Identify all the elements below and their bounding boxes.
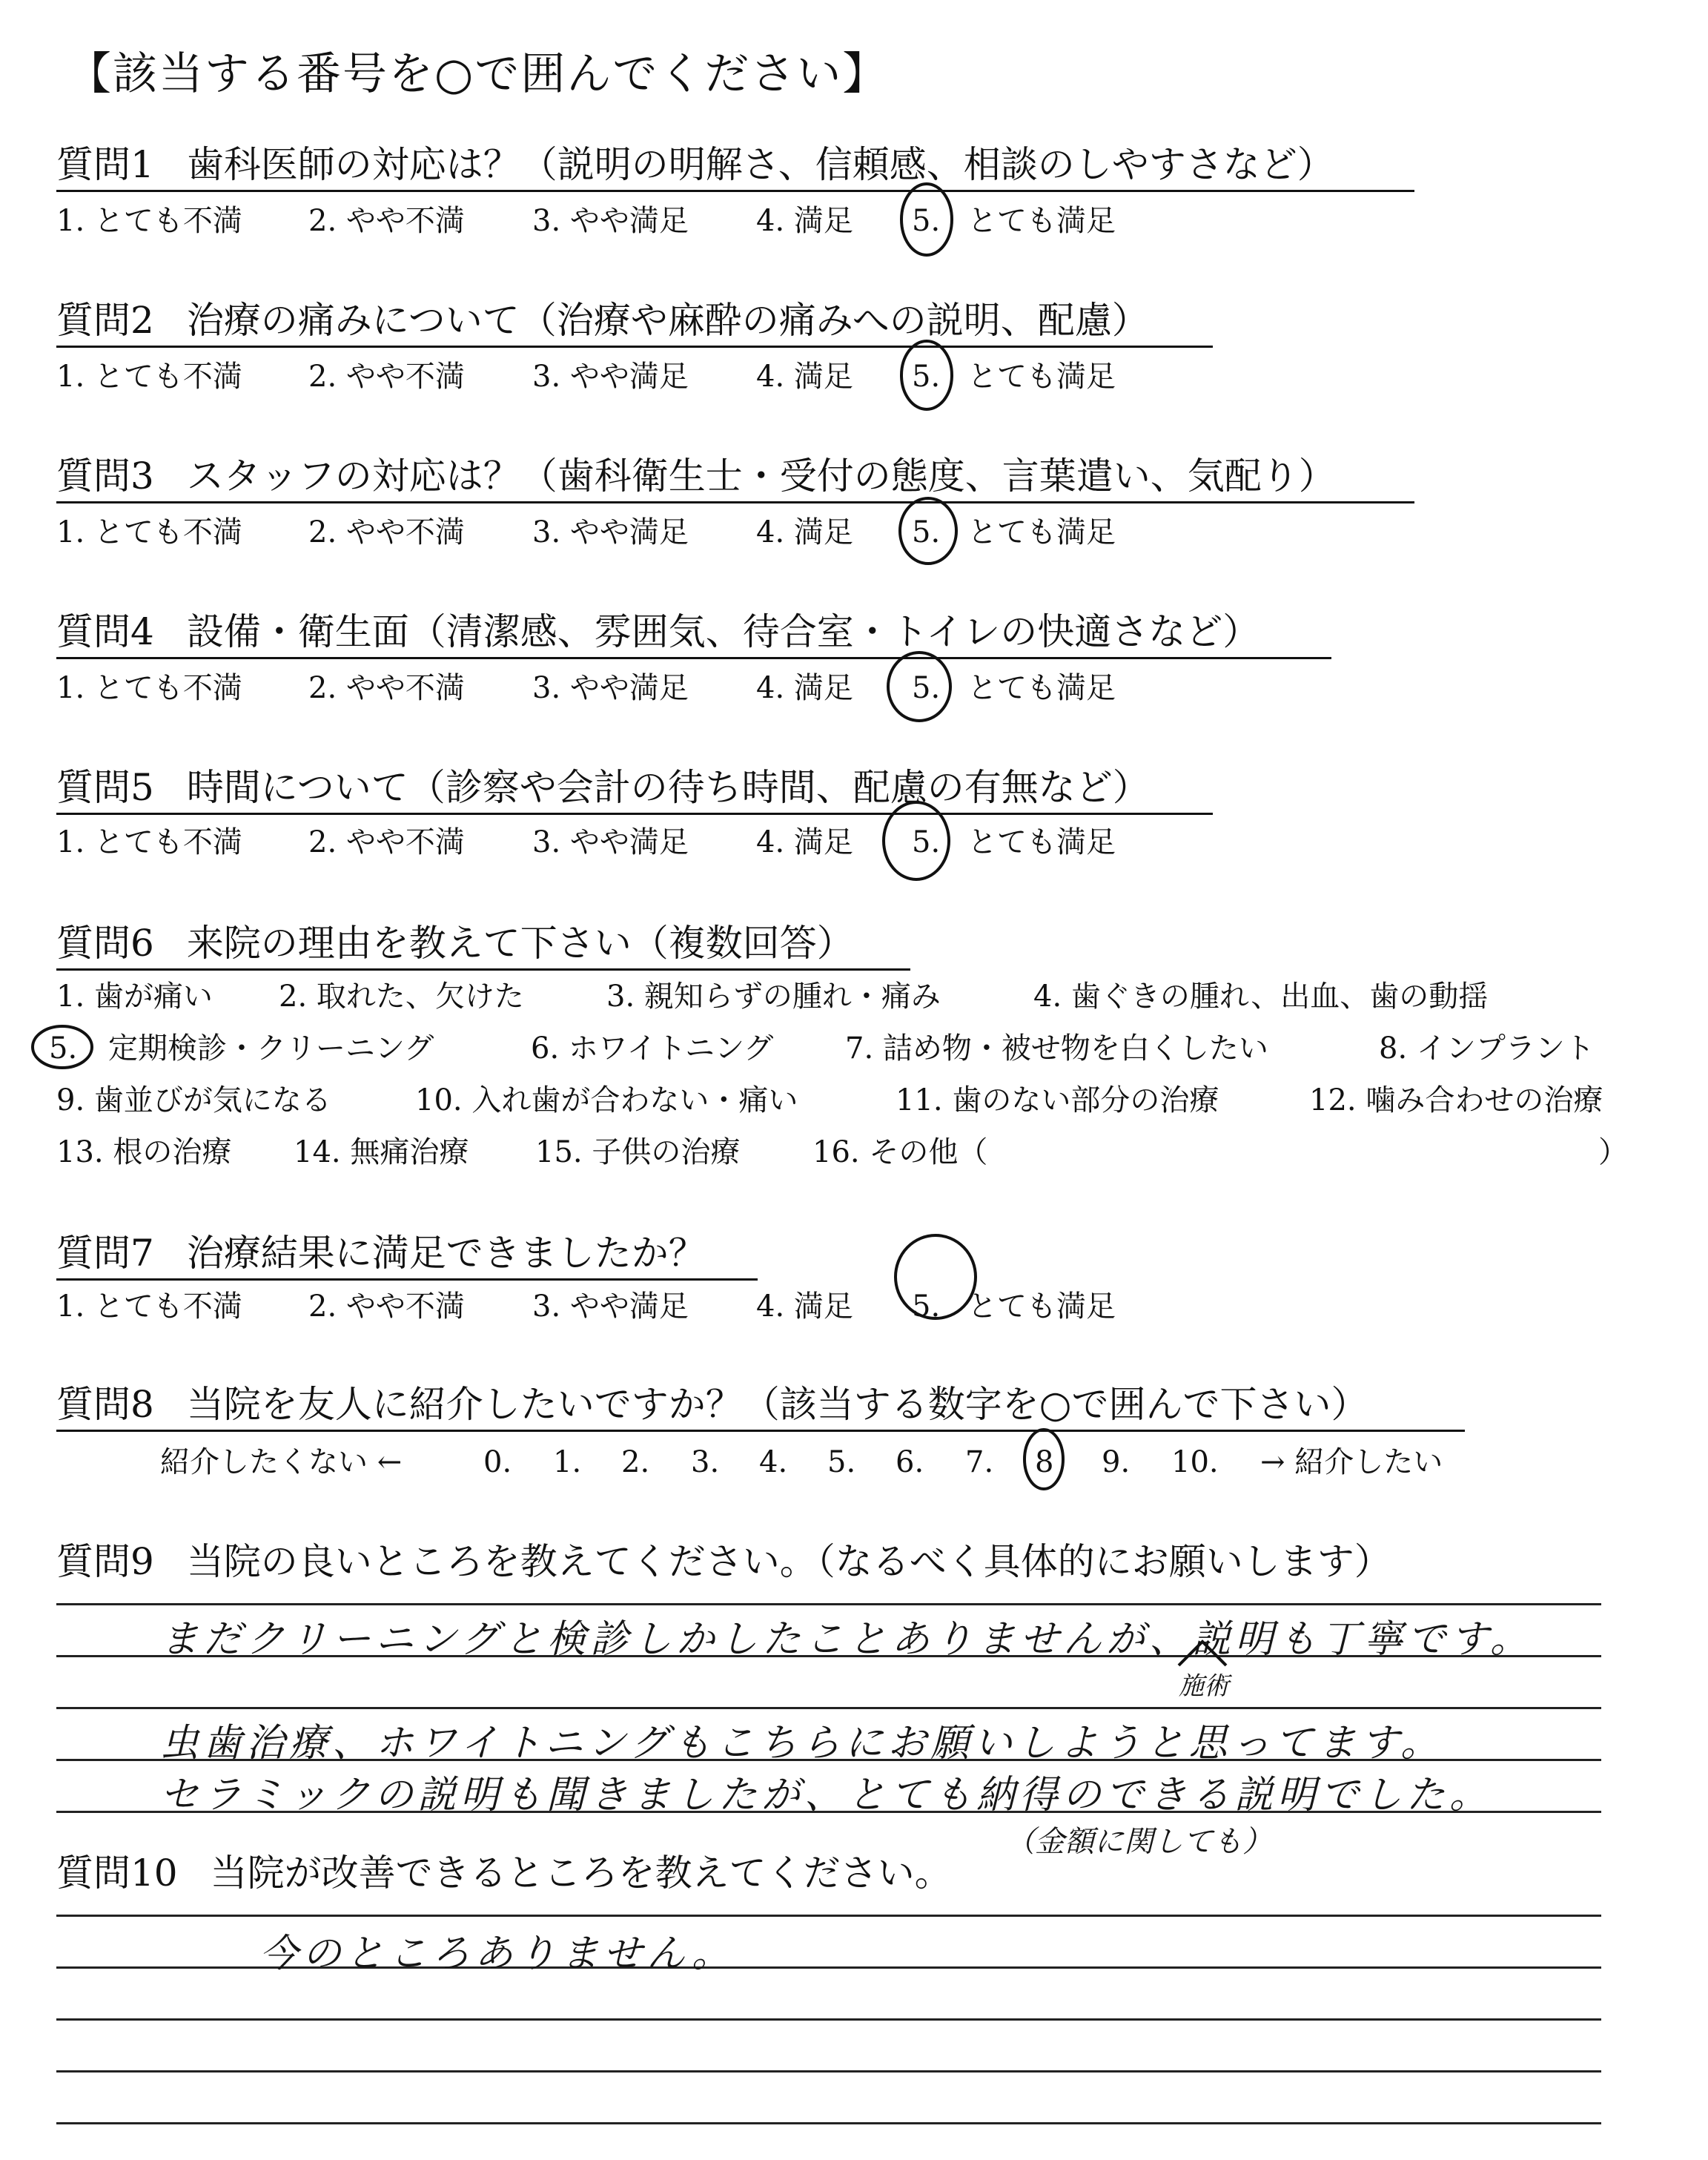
- scale-option-10[interactable]: 10.: [1171, 1445, 1219, 1479]
- reason-option[interactable]: 9. 歯並びが気になる: [56, 1083, 331, 1117]
- option-2[interactable]: 2. やや不満: [308, 1289, 465, 1324]
- question-text: 当院の良いところを教えてください。（なるべく具体的にお願いします）: [186, 1540, 1391, 1583]
- question-3: [56, 454, 1414, 503]
- option-5[interactable]: 5.: [912, 1289, 941, 1324]
- question-text: 治療の痛みについて（治療や麻酔の痛みへの説明、配慮）: [186, 299, 1149, 342]
- question-text: 設備・衛生面（清潔感、雰囲気、待合室・トイレの快適さなど）: [186, 610, 1260, 653]
- reason-option-other[interactable]: 16. その他（: [812, 1135, 988, 1169]
- form-title: 【該当する番号を○で囲んでください】: [67, 48, 889, 100]
- scale-option-0[interactable]: 0.: [483, 1445, 512, 1479]
- scale-option-3[interactable]: 3.: [691, 1445, 720, 1479]
- scale-left-label: 紹介したくない ←: [160, 1445, 403, 1479]
- handwritten-insertion: 施術: [1179, 1671, 1229, 1701]
- scale-option-5[interactable]: 5.: [827, 1445, 856, 1479]
- option-2[interactable]: 2. やや不満: [308, 204, 465, 238]
- handwritten-note: （金額に関しても）: [1005, 1825, 1272, 1859]
- option-4[interactable]: 4. 満足: [756, 671, 853, 705]
- option-3[interactable]: 3. やや満足: [532, 204, 689, 238]
- option-1[interactable]: 1. とても不満: [56, 1289, 242, 1324]
- question-number: 質問10: [56, 1852, 178, 1895]
- reason-option-5-label: 定期検診・クリーニング: [108, 1031, 434, 1066]
- reason-option[interactable]: 2. 取れた、欠けた: [279, 980, 524, 1014]
- option-4[interactable]: 4. 満足: [756, 1289, 853, 1324]
- option-3[interactable]: 3. やや満足: [532, 360, 689, 394]
- answer-line: [56, 2018, 1601, 2021]
- option-5[interactable]: 5.: [912, 671, 941, 705]
- question-text: 来院の理由を教えて下さい（複数回答）: [186, 922, 854, 965]
- rating-options-q1: [0, 202, 1708, 246]
- option-5[interactable]: 5.: [912, 360, 941, 394]
- question-text: 時間について（診察や会計の待ち時間、配慮の有無など）: [186, 766, 1150, 809]
- scale-option-1[interactable]: 1.: [553, 1445, 582, 1479]
- option-5-label: とても満足: [967, 671, 1116, 705]
- option-5-label: とても満足: [967, 825, 1116, 859]
- option-1[interactable]: 1. とても不満: [56, 204, 242, 238]
- option-5[interactable]: 5.: [912, 515, 941, 549]
- question-text: 治療結果に満足できましたか？: [186, 1232, 706, 1275]
- question-number: 質問4: [56, 610, 154, 653]
- question-text: 当院を友人に紹介したいですか？（該当する数字を○で囲んで下さい）: [186, 1383, 1368, 1426]
- scale-option-2[interactable]: 2.: [621, 1445, 650, 1479]
- reason-row-2: [0, 1029, 1708, 1074]
- option-5-label: とても満足: [967, 204, 1116, 238]
- reason-option[interactable]: 7. 詰め物・被せ物を白くしたい: [845, 1031, 1268, 1066]
- scale-option-7[interactable]: 7.: [965, 1445, 994, 1479]
- question-1: [56, 142, 1414, 192]
- answer-line: [56, 2070, 1601, 2073]
- option-5-label: とても満足: [967, 1289, 1116, 1324]
- handwritten-answer-q9-line2[interactable]: 虫歯治療、ホワイトニングもこちらにお願いしようと思ってます。: [160, 1721, 1444, 1766]
- question-number: 質問5: [56, 766, 154, 809]
- rating-options-q4: [0, 669, 1708, 713]
- reason-option[interactable]: 3. 親知らずの腫れ・痛み: [606, 980, 941, 1014]
- question-text: スタッフの対応は？（歯科衛生士・受付の態度、言葉遣い、気配り）: [186, 455, 1336, 498]
- option-4[interactable]: 4. 満足: [756, 204, 853, 238]
- rating-options-q7: [0, 1287, 1708, 1332]
- reason-other-close: ）: [1598, 1135, 1628, 1169]
- rating-options-q2: [0, 357, 1708, 402]
- reason-option[interactable]: 6. ホワイトニング: [531, 1031, 774, 1066]
- option-1[interactable]: 1. とても不満: [56, 515, 242, 549]
- question-text: 当院が改善できるところを教えてください。: [210, 1852, 952, 1895]
- reason-option[interactable]: 14. 無痛治療: [294, 1135, 469, 1169]
- reason-option[interactable]: 13. 根の治療: [56, 1135, 232, 1169]
- question-number: 質問1: [56, 143, 154, 186]
- option-5[interactable]: 5.: [912, 204, 941, 238]
- rating-options-q5: [0, 823, 1708, 868]
- scale-option-8[interactable]: 8: [1035, 1445, 1054, 1479]
- option-3[interactable]: 3. やや満足: [532, 825, 689, 859]
- option-4[interactable]: 4. 満足: [756, 825, 853, 859]
- reason-option[interactable]: 8. インプラント: [1379, 1031, 1595, 1066]
- question-9: [56, 1539, 1391, 1584]
- scale-option-6[interactable]: 6.: [896, 1445, 924, 1479]
- answer-line: [56, 1707, 1601, 1709]
- option-4[interactable]: 4. 満足: [756, 515, 853, 549]
- option-5-label: とても満足: [967, 360, 1116, 394]
- rating-options-q3: [0, 513, 1708, 558]
- question-number: 質問6: [56, 922, 154, 965]
- question-text: 歯科医師の対応は？（説明の明解さ、信頼感、相談のしやすさなど）: [186, 143, 1334, 186]
- scale-right-label: → 紹介したい: [1260, 1445, 1443, 1479]
- option-2[interactable]: 2. やや不満: [308, 515, 465, 549]
- reason-row-3: [0, 1081, 1708, 1126]
- reason-option[interactable]: 11. 歯のない部分の治療: [896, 1083, 1219, 1117]
- reason-option[interactable]: 15. 子供の治療: [535, 1135, 741, 1169]
- question-5: [56, 765, 1213, 815]
- option-3[interactable]: 3. やや満足: [532, 1289, 689, 1324]
- reason-option[interactable]: 10. 入れ歯が合わない・痛い: [415, 1083, 798, 1117]
- option-3[interactable]: 3. やや満足: [532, 671, 689, 705]
- question-number: 質問9: [56, 1540, 154, 1583]
- option-1[interactable]: 1. とても不満: [56, 671, 242, 705]
- option-2[interactable]: 2. やや不満: [308, 671, 465, 705]
- handwritten-answer-q10[interactable]: 今のところありません。: [259, 1932, 735, 1976]
- question-8: [56, 1382, 1465, 1432]
- option-1[interactable]: 1. とても不満: [56, 360, 242, 394]
- option-1[interactable]: 1. とても不満: [56, 825, 242, 859]
- question-6: [56, 921, 910, 971]
- option-5[interactable]: 5.: [912, 825, 941, 859]
- question-10: [56, 1851, 952, 1895]
- scale-option-9[interactable]: 9.: [1102, 1445, 1131, 1479]
- reason-row-4: [0, 1133, 1708, 1178]
- question-number: 質問8: [56, 1383, 154, 1426]
- question-number: 質問2: [56, 299, 154, 342]
- reason-option[interactable]: 4. 歯ぐきの腫れ、出血、歯の動揺: [1033, 980, 1489, 1014]
- scale-option-4[interactable]: 4.: [759, 1445, 788, 1479]
- answer-line: [56, 1915, 1601, 1917]
- reason-row-1: [0, 977, 1708, 1022]
- option-4[interactable]: 4. 満足: [756, 360, 853, 394]
- question-2: [56, 298, 1213, 348]
- question-number: 質問3: [56, 455, 154, 498]
- answer-line: [56, 2122, 1601, 2124]
- answer-line: [56, 1603, 1601, 1605]
- reason-option-5-number[interactable]: 5.: [49, 1031, 78, 1066]
- question-4: [56, 610, 1331, 659]
- question-number: 質問7: [56, 1232, 154, 1275]
- reason-option[interactable]: 1. 歯が痛い: [56, 980, 213, 1014]
- option-2[interactable]: 2. やや不満: [308, 360, 465, 394]
- option-3[interactable]: 3. やや満足: [532, 515, 689, 549]
- recommend-scale: [0, 1443, 1708, 1487]
- handwritten-answer-q9-line1[interactable]: まだクリーニングと検診しかしたことありませんが、説明も丁寧です。: [160, 1617, 1533, 1662]
- option-2[interactable]: 2. やや不満: [308, 825, 465, 859]
- option-5-label: とても満足: [967, 515, 1116, 549]
- question-7: [56, 1231, 758, 1281]
- reason-option[interactable]: 12. 噛み合わせの治療: [1309, 1083, 1603, 1117]
- handwritten-answer-q9-line3[interactable]: セラミックの説明も聞きましたが、とても納得のできる説明でした。: [160, 1773, 1492, 1817]
